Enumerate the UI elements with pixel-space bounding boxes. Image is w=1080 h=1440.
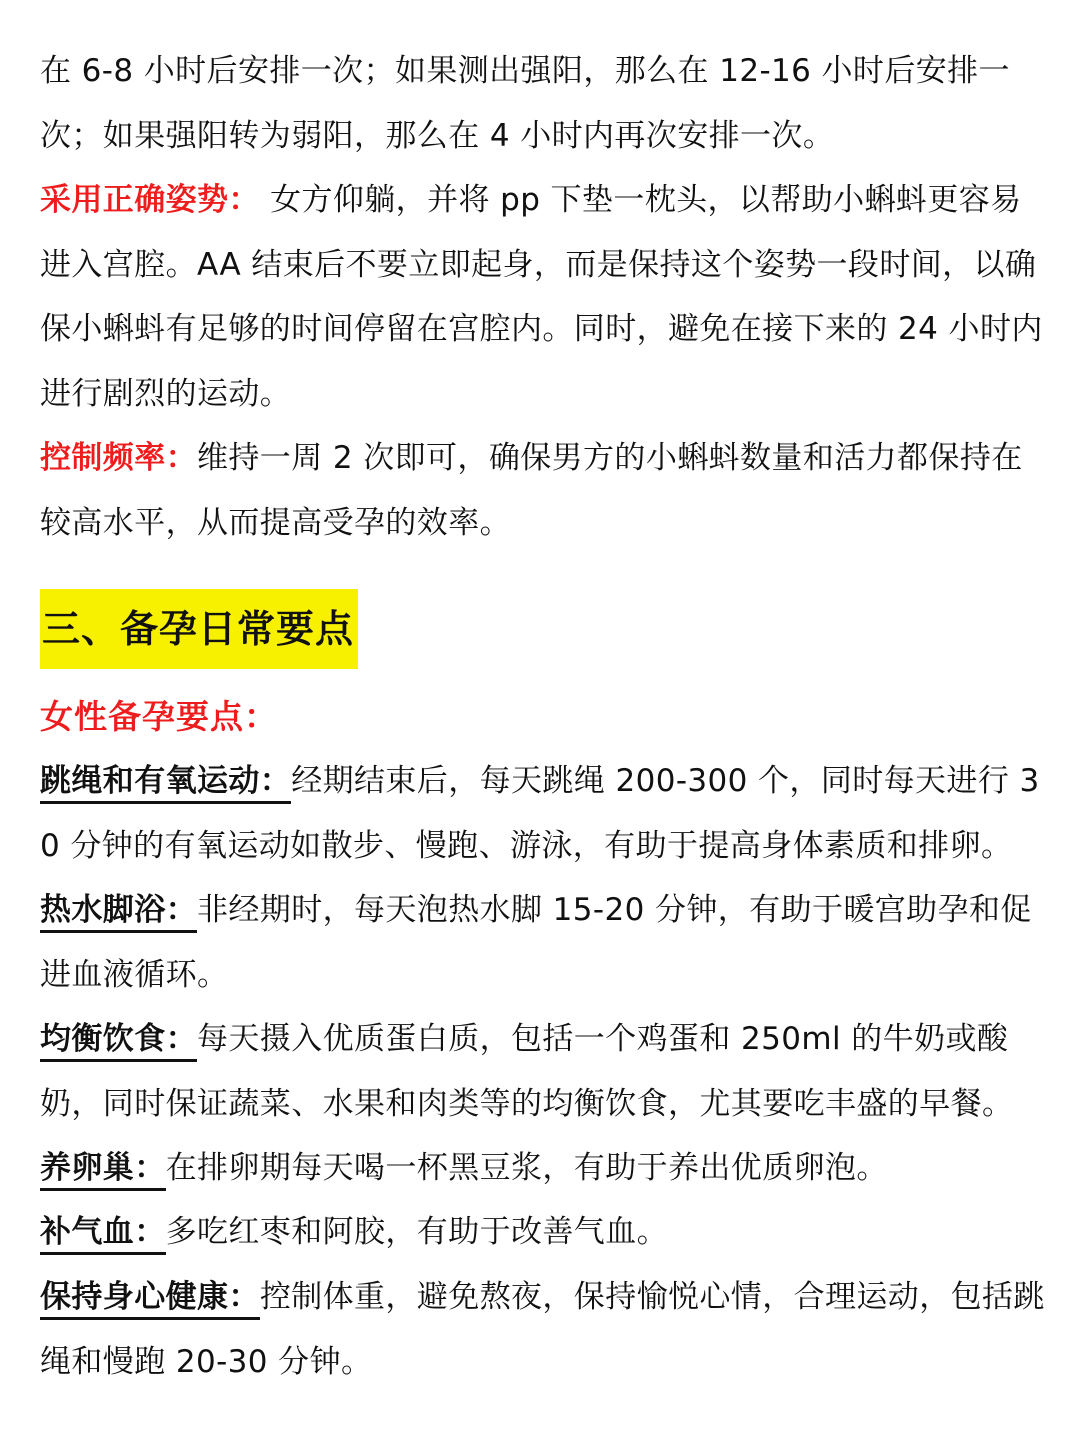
tip-label: 均衡饮食： bbox=[40, 1021, 197, 1062]
tip-label: 补气血： bbox=[40, 1214, 166, 1255]
tip-text: 控制体重，避免熬夜，保持愉悦心情，合理运动，包括跳绳和慢跑 20-30 分钟。 bbox=[40, 1279, 1045, 1380]
tip-wellbeing bbox=[40, 1265, 1050, 1394]
section-subheading: 女性备孕要点： bbox=[40, 697, 278, 736]
tip-qi-blood bbox=[40, 1200, 1050, 1265]
posture-label: 采用正确姿势： bbox=[40, 182, 260, 218]
tip-label: 保持身心健康： bbox=[40, 1279, 260, 1320]
section-heading: 三、备孕日常要点 bbox=[40, 589, 358, 669]
intro-paragraph bbox=[40, 39, 1050, 168]
tip-balanced-diet bbox=[40, 1007, 1050, 1136]
posture-paragraph bbox=[40, 168, 1050, 426]
frequency-paragraph bbox=[40, 426, 1050, 555]
tip-foot-bath bbox=[40, 878, 1050, 1007]
frequency-text: 维持一周 2 次即可，确保男方的小蝌蚪数量和活力都保持在较高水平，从而提高受孕的效率。 bbox=[40, 440, 1023, 541]
tip-text: 经期结束后，每天跳绳 200-300 个，同时每天进行 30 分钟的有氧运动如散步、慢跑、游泳，有助于提高身体素质和排卵。 bbox=[40, 763, 1040, 864]
tip-jump-rope bbox=[40, 749, 1050, 878]
tip-label: 热水脚浴： bbox=[40, 892, 197, 933]
intro-text: 在 6-8 小时后安排一次；如果测出强阳，那么在 12-16 小时后安排一次；如果强阳转为弱阳，那么在 4 小时内再次安排一次。 bbox=[40, 53, 1010, 154]
tip-text: 多吃红枣和阿胶，有助于改善气血。 bbox=[165, 1214, 669, 1250]
tip-label: 跳绳和有氧运动： bbox=[40, 763, 291, 804]
posture-text: 女方仰躺，并将 pp 下垫一枕头，以帮助小蝌蚪更容易进入宫腔。AA 结束后不要立即起身，而是保持这个姿势一段时间，以确保小蝌蚪有足够的时间停留在宫腔内。同时，避免在接下来的 24 小时内进行剧烈的运动。 bbox=[40, 182, 1043, 412]
tip-text: 每天摄入优质蛋白质，包括一个鸡蛋和 250ml 的牛奶或酸奶，同时保证蔬菜、水果和肉类等的均衡饮食，尤其要吃丰盛的早餐。 bbox=[40, 1021, 1014, 1122]
tip-ovary-care bbox=[40, 1136, 1050, 1201]
tip-label: 养卵巢： bbox=[40, 1150, 166, 1191]
tip-text: 在排卵期每天喝一杯黑豆浆，有助于养出优质卵泡。 bbox=[165, 1150, 888, 1186]
frequency-label: 控制频率： bbox=[40, 440, 197, 476]
tip-text: 非经期时，每天泡热水脚 15-20 分钟，有助于暖宫助孕和促进血液循环。 bbox=[40, 892, 1032, 993]
